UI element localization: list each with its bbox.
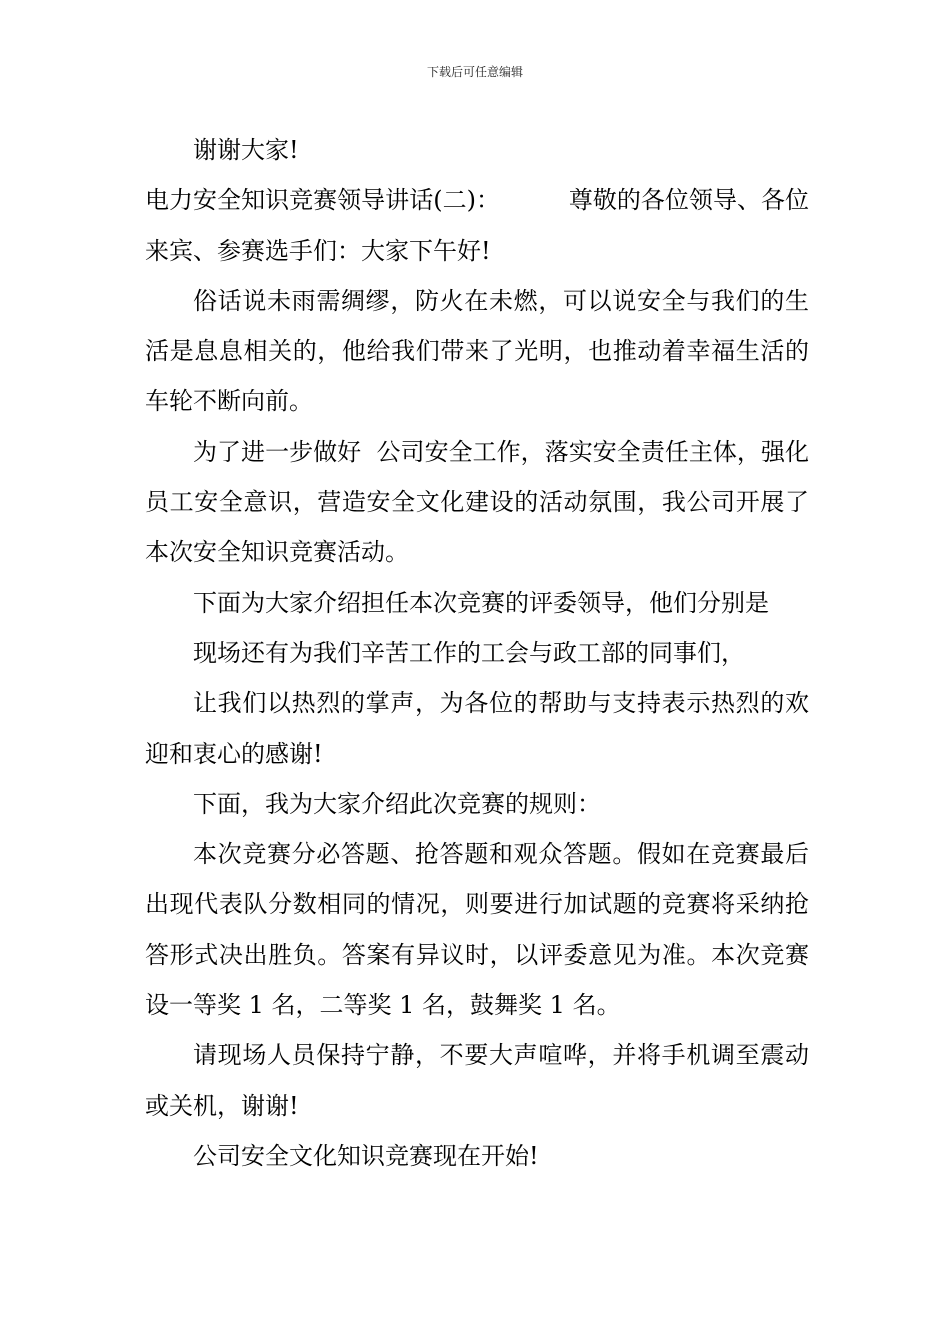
paragraph-quiet-request: 请现场人员保持宁静，不要大声喧哗，并将手机调至震动或关机，谢谢! bbox=[145, 1041, 809, 1120]
paragraph-opening: 俗话说未雨需绸缪，防火在未燃，可以说安全与我们的生活是息息相关的，他给我们带来了光明，也推动着幸福生活的车轮不断向前。 bbox=[145, 286, 809, 416]
paragraph-thanks: 谢谢大家! bbox=[193, 136, 299, 164]
paragraph-staff-thanks: 现场还有为我们辛苦工作的工会与政工部的同事们， bbox=[193, 638, 745, 667]
paragraph-rules: 本次竞赛分必答题、抢答题和观众答题。假如在竞赛最后出现代表队分数相同的情况，则要进行加试题的竞赛将采纳抢答形式决出胜负。答案有异议时，以评委意见为准。本次竞赛设一等奖 1 名，二等奖 1 名，鼓舞奖 1 名。 bbox=[145, 840, 809, 1020]
paragraph-start: 公司安全文化知识竞赛现在开始! bbox=[193, 1141, 539, 1170]
paragraph-judges-intro: 下面为大家介绍担任本次竞赛的评委领导，他们分别是 bbox=[193, 588, 769, 617]
speech-title-and-greeting: 电力安全知识竞赛领导讲话(二)： 尊敬的各位领导、各位来宾、参赛选手们：大家下午好! bbox=[145, 186, 809, 265]
paragraph-applause: 让我们以热烈的掌声，为各位的帮助与支持表示热烈的欢迎和衷心的感谢! bbox=[145, 689, 809, 768]
paragraph-purpose: 为了进一步做好 公司安全工作，落实安全责任主体，强化员工安全意识，营造安全文化建设的活动氛围，我公司开展了本次安全知识竞赛活动。 bbox=[145, 437, 809, 567]
paragraph-rules-intro: 下面，我为大家介绍此次竞赛的规则： bbox=[193, 789, 601, 818]
page-header: 下载后可任意编辑 bbox=[426, 65, 523, 79]
document-body bbox=[145, 125, 809, 1181]
